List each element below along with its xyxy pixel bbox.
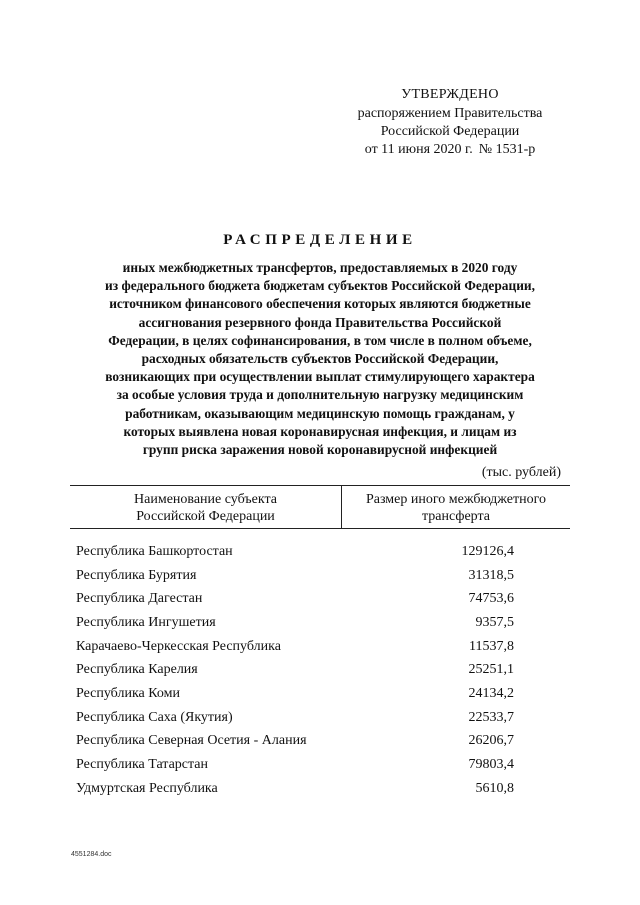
subtitle-line: источником финансового обеспечения которых являются бюджетные bbox=[109, 296, 531, 312]
table-row bbox=[76, 564, 556, 588]
region-name: Республика Бурятия bbox=[76, 567, 197, 583]
approval-number: № 1531-р bbox=[478, 142, 536, 157]
region-name: Республика Саха (Якутия) bbox=[76, 709, 233, 725]
region-name: Республика Ингушетия bbox=[76, 614, 216, 630]
subtitle-line: Федерации, в целях софинансирования, в том числе в полном объеме, bbox=[108, 332, 532, 348]
table-row bbox=[76, 540, 556, 564]
subtitle-line: работникам, оказывающим медицинскую помощь гражданам, у bbox=[125, 405, 515, 421]
document-title: РАСПРЕДЕЛЕНИЕ bbox=[223, 232, 417, 248]
column-header-subject-line2: Российской Федерации bbox=[136, 509, 275, 524]
column-header-amount-line1: Размер иного межбюджетного bbox=[365, 492, 547, 507]
region-name: Удмуртская Республика bbox=[76, 780, 218, 796]
column-header-amount bbox=[342, 486, 570, 528]
table-row bbox=[76, 753, 556, 777]
subtitle-line: ассигнования резервного фонда Правительства Российской bbox=[138, 314, 502, 330]
transfer-amount: 5610,8 bbox=[475, 780, 514, 796]
transfer-amount: 24134,2 bbox=[468, 685, 514, 701]
transfer-amount: 25251,1 bbox=[468, 662, 514, 678]
transfer-amount: 22533,7 bbox=[468, 709, 514, 725]
region-name: Республика Коми bbox=[76, 685, 180, 701]
table-row bbox=[76, 611, 556, 635]
subtitle-line: за особые условия труда и дополнительную нагрузку медицинским bbox=[116, 387, 524, 403]
column-header-subject bbox=[70, 486, 342, 528]
region-name: Республика Карелия bbox=[76, 662, 198, 678]
region-name: Республика Дагестан bbox=[76, 591, 203, 607]
transfer-amount: 74753,6 bbox=[468, 591, 514, 607]
table-row bbox=[76, 682, 556, 706]
unit-label: (тыс. рублей) bbox=[481, 465, 561, 480]
subtitle-line: которых выявлена новая коронавирусная инфекция, и лицам из bbox=[123, 423, 517, 439]
approval-date: от 11 июня 2020 г. bbox=[364, 142, 473, 157]
table-header bbox=[70, 485, 570, 529]
transfer-amount: 26206,7 bbox=[468, 733, 514, 749]
table-row bbox=[76, 635, 556, 659]
approval-date-line bbox=[340, 141, 560, 159]
document-subtitle bbox=[70, 259, 570, 459]
subtitle-line: групп риска заражения новой коронавирусной инфекцией bbox=[142, 442, 498, 458]
transfer-amount: 9357,5 bbox=[475, 614, 514, 630]
transfer-amount: 31318,5 bbox=[468, 567, 514, 583]
table-row bbox=[76, 587, 556, 611]
region-name: Республика Татарстан bbox=[76, 757, 209, 773]
table-row bbox=[76, 706, 556, 730]
subtitle-line: возникающих при осуществлении выплат стимулирующего характера bbox=[105, 369, 535, 385]
table-row bbox=[76, 777, 556, 801]
table-row bbox=[76, 658, 556, 682]
subtitle-line: расходных обязательств субъектов Российской Федерации, bbox=[141, 351, 499, 367]
region-name: Республика Башкортостан bbox=[76, 543, 233, 559]
transfer-amount: 79803,4 bbox=[468, 757, 514, 773]
document-file-id: 4551284.doc bbox=[71, 851, 112, 858]
approval-line-1: распоряжением Правительства bbox=[357, 106, 543, 121]
approval-block bbox=[340, 86, 560, 159]
table-body bbox=[76, 540, 556, 801]
approval-line-2: Российской Федерации bbox=[380, 124, 520, 139]
table-row bbox=[76, 730, 556, 754]
transfer-amount: 129126,4 bbox=[461, 543, 514, 559]
region-name: Карачаево-Черкесская Республика bbox=[76, 638, 281, 654]
transfer-amount: 11537,8 bbox=[469, 638, 514, 654]
region-name: Республика Северная Осетия - Алания bbox=[76, 733, 307, 749]
approval-heading: УТВЕРЖДЕНО bbox=[401, 87, 499, 102]
column-header-amount-line2: трансферта bbox=[422, 509, 490, 524]
column-header-subject-line1: Наименование субъекта bbox=[134, 492, 277, 507]
subtitle-line: иных межбюджетных трансфертов, предоставляемых в 2020 году bbox=[122, 260, 518, 275]
subtitle-line: из федерального бюджета бюджетам субъектов Российской Федерации, bbox=[105, 278, 535, 294]
